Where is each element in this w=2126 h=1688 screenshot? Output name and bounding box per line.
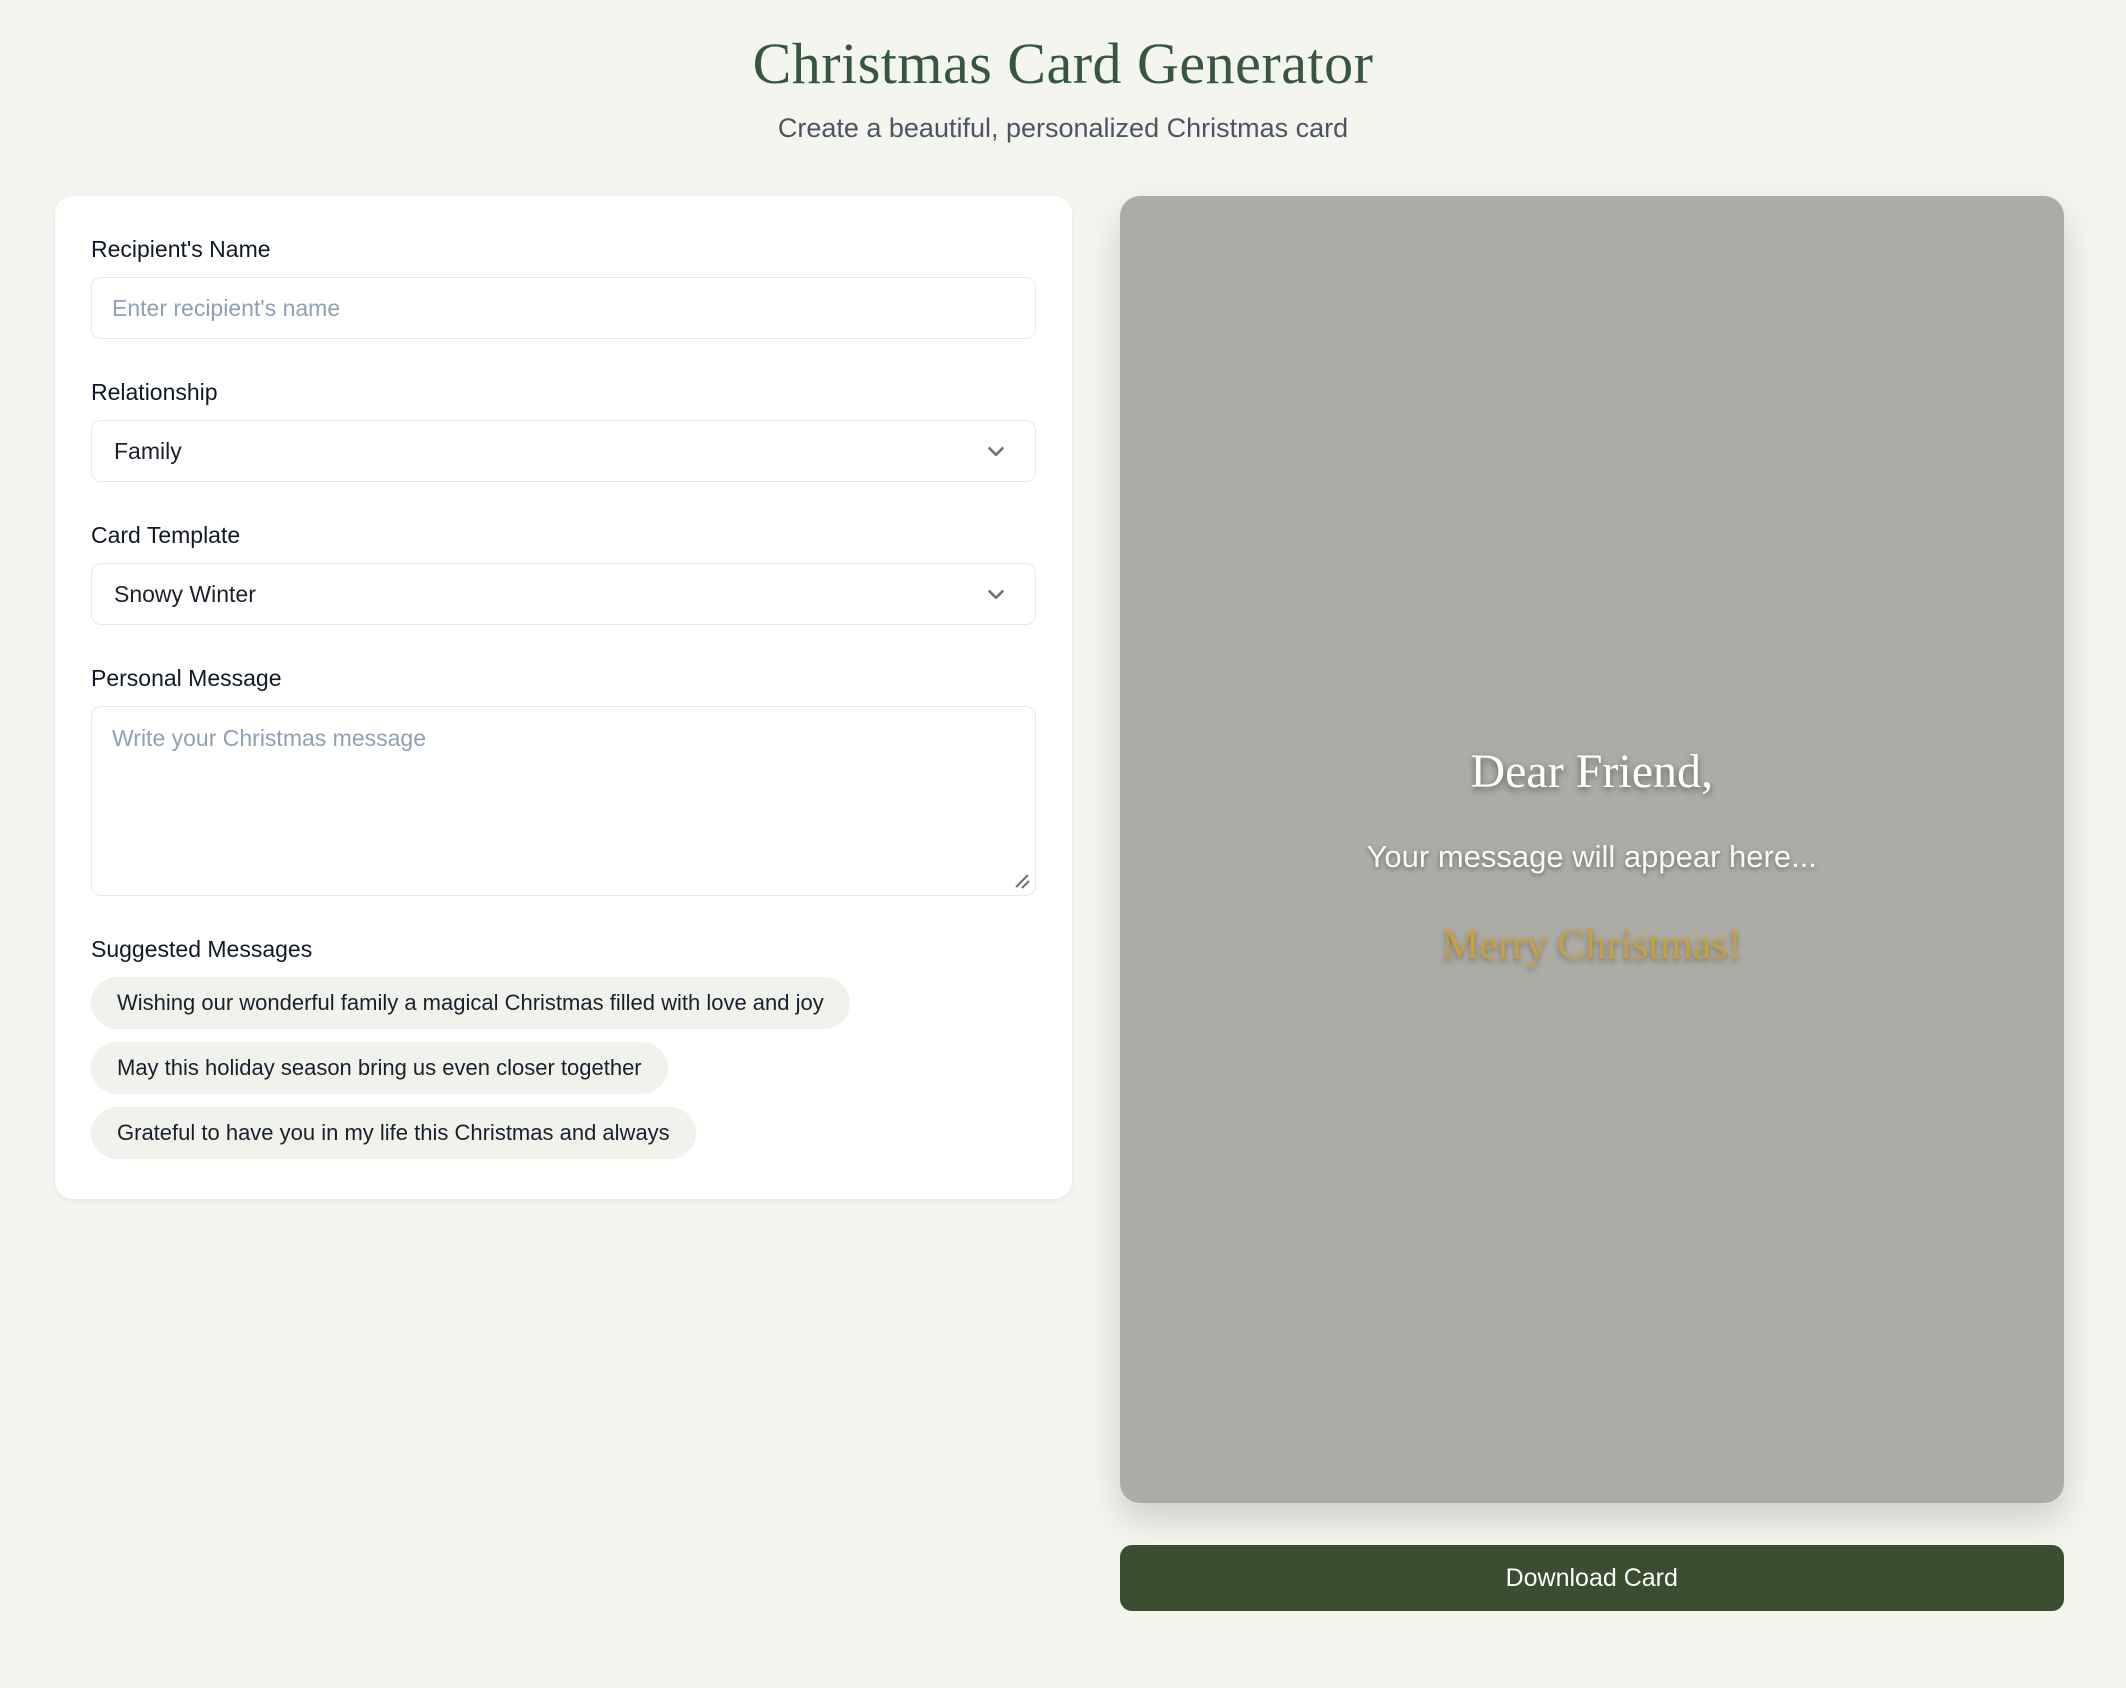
- relationship-field: [91, 379, 1036, 482]
- personal-message-label: Personal Message: [91, 665, 282, 691]
- suggested-messages-field: [91, 936, 1036, 1159]
- suggested-messages-label: Suggested Messages: [91, 936, 313, 962]
- preview-column: [1120, 196, 2065, 1611]
- card-template-field: [91, 522, 1036, 625]
- card-form-panel: [55, 196, 1072, 1199]
- page-subtitle: Create a beautiful, personalized Christmas card: [777, 113, 1349, 143]
- relationship-selected-value: Family: [114, 437, 182, 464]
- card-preview: [1120, 196, 2065, 1503]
- recipient-name-label: Recipient's Name: [91, 236, 271, 262]
- chevron-down-icon: [983, 581, 1009, 607]
- personal-message-field: [91, 665, 1036, 896]
- card-signoff-text: Merry Christmas!: [1441, 922, 1742, 968]
- relationship-label: Relationship: [91, 379, 218, 405]
- card-template-select[interactable]: [91, 563, 1036, 625]
- suggested-message-pill[interactable]: Wishing our wonderful family a magical Christmas filled with love and joy: [91, 977, 850, 1029]
- card-greeting-text: Dear Friend,: [1470, 745, 1714, 798]
- recipient-name-field: [91, 236, 1036, 339]
- personal-message-textarea[interactable]: [91, 706, 1036, 896]
- page-title: Christmas Card Generator: [752, 31, 1374, 96]
- card-template-selected-value: Snowy Winter: [114, 580, 256, 607]
- recipient-name-input[interactable]: [91, 277, 1036, 339]
- main-content: [55, 196, 2064, 1611]
- suggested-message-pill[interactable]: May this holiday season bring us even closer together: [91, 1042, 668, 1094]
- download-card-button[interactable]: Download Card: [1120, 1545, 2065, 1611]
- chevron-down-icon: [983, 438, 1009, 464]
- page-header: [0, 0, 2126, 144]
- card-message-text: Your message will appear here...: [1366, 839, 1817, 874]
- relationship-select[interactable]: [91, 420, 1036, 482]
- suggested-messages-list: [91, 977, 1036, 1159]
- card-template-label: Card Template: [91, 522, 241, 548]
- suggested-message-pill[interactable]: Grateful to have you in my life this Christmas and always: [91, 1107, 696, 1159]
